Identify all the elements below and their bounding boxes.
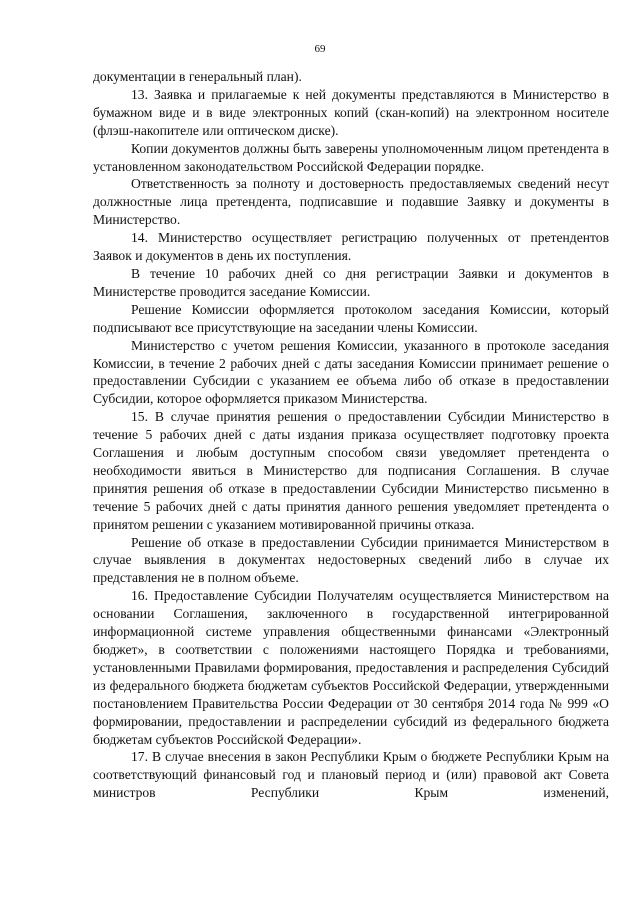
paragraph-refusal-decision: Решение об отказе в предоставлении Субсидии принимается Министерством в случае выявления в документах недостоверных сведений либо в случае их представления не в полном объеме. [93,534,609,586]
paragraph-responsibility: Ответственность за полноту и достоверность предоставляемых сведений несут должностные лица претендента, подписавшие и подавшие Заявку и документы в Министерство. [93,176,609,228]
page-number: 69 [314,43,326,55]
paragraph-17-amendments: 17. В случае внесения в закон Республики Крым о бюджете Республики Крым на соответствующий финансовый год и плановый период и (или) правовой акт Совета министров Республики Крым изменений, [93,749,609,801]
paragraph-commission-protocol: Решение Комиссии оформляется протоколом заседания Комиссии, который подписывают все присутствующие на заседании члены Комиссии. [93,301,609,335]
paragraph-copies-certification: Копии документов должны быть заверены уполномоченным лицом претендента в установленном законодательством Российской Федерации порядке. [93,140,609,174]
paragraph-14-registration: 14. Министерство осуществляет регистрацию полученных от претендентов Заявок и документов в день их поступления. [93,230,609,264]
paragraph-continuation: документации в генеральный план). [93,69,302,84]
document-body [93,68,609,802]
paragraph-commission-meeting: В течение 10 рабочих дней со дня регистрации Заявки и документов в Министерстве проводится заседание Комиссии. [93,265,609,299]
paragraph-13-submission: 13. Заявка и прилагаемые к ней документы представляются в Министерство в бумажном виде и в виде электронных копий (скан-копий) на электронном носителе (флэш-накопителе или оптическом диске). [93,86,609,138]
paragraph-ministry-decision: Министерство с учетом решения Комиссии, указанного в протоколе заседания Комиссии, в течение 2 рабочих дней с даты заседания Комиссии принимает решение о предоставлении Субсидии с указанием ее объема либо об отказе в предоставлении Субсидии, которое оформляется приказом Министерства. [93,337,609,407]
paragraph-16-provision: 16. Предоставление Субсидии Получателям осуществляется Министерством на основании Соглашения, заключенного в государственной интегрированной информационной системе управления общественными финансами «Электронный бюджет», в соответствии с положениями настоящего Порядка и требованиями, установленными Правилами формирования, предоставления и распределения Субсидий из федерального бюджета бюджетам субъектов Российской Федерации, утвержденными постановлением Правительства России Федерации от 30 сентября 2014 года № 999 «О формировании, предоставлении и распределении субсидий из федерального бюджета бюджетам субъектов Российской Федерации». [93,588,609,747]
paragraph-15-agreement: 15. В случае принятия решения о предоставлении Субсидии Министерство в течение 5 рабочих дней с даты издания приказа осуществляет подготовку проекта Соглашения и любым доступным способом связи уведомляет претендента о необходимости явиться в Министерство для подписания Соглашения. В случае принятия решения об отказе в предоставлении Субсидии Министерство письменно в течение 5 рабочих дней с даты принятия данного решения уведомляет претендента о принятом решении с указанием мотивированной причины отказа. [93,409,609,532]
